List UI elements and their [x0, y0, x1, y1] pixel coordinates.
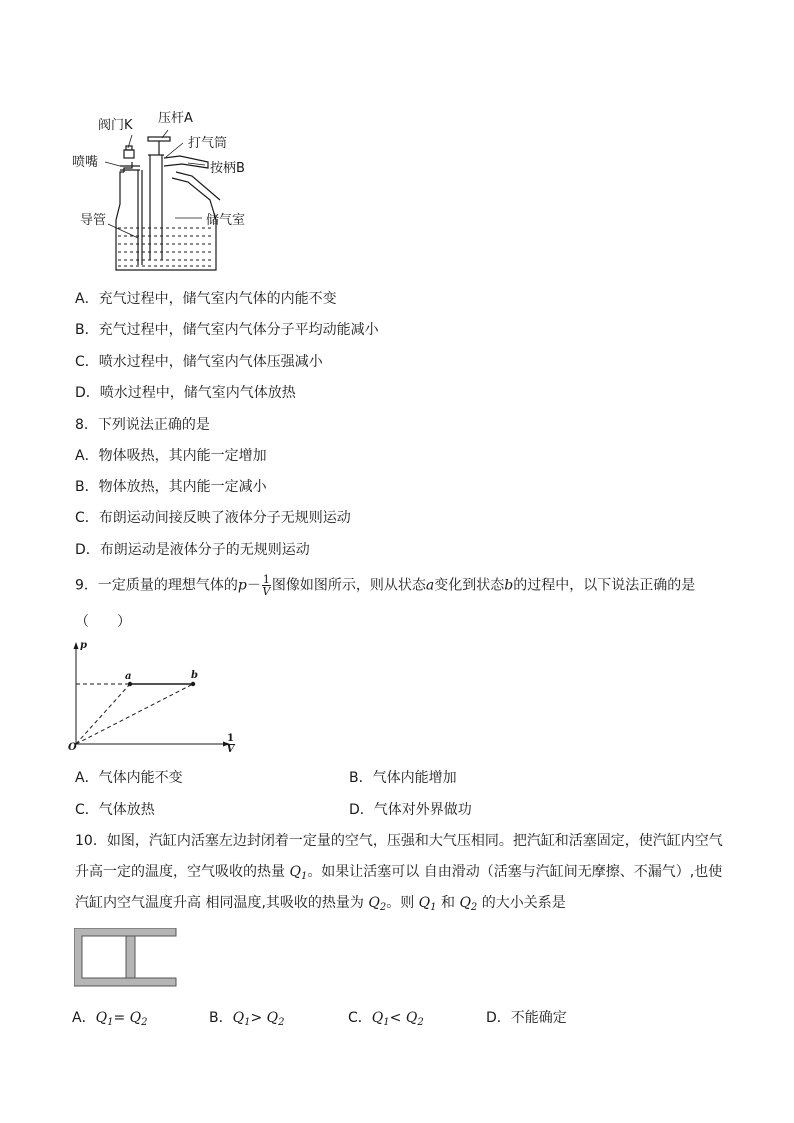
- q7-option-b: B．充气过程中，储气室内气体分子平均动能减小: [75, 322, 379, 338]
- point-a: [128, 682, 132, 686]
- label-press-rod: 压杆A: [158, 111, 193, 126]
- q10-cylinder-diagram: [74, 928, 178, 988]
- q9-label-b: b: [191, 670, 198, 681]
- label-nozzle: 喷嘴: [72, 155, 99, 170]
- label-handle: 按柄B: [210, 161, 245, 176]
- q9-option-d: D．气体对外界做功: [349, 802, 472, 818]
- label-tube: 导管: [80, 213, 107, 228]
- q10-option-c: C．$Q_1< Q_2$: [348, 1010, 424, 1028]
- label-pump: 打气筒: [188, 136, 228, 151]
- q10-option-d: D．不能确定: [486, 1010, 567, 1026]
- q9-label-a: a: [125, 671, 132, 682]
- q8-option-d: D．布朗运动是液体分子的无规则运动: [75, 542, 310, 558]
- q8-option-c: C．布朗运动间接反映了液体分子无规则运动: [75, 510, 351, 526]
- q7-option-a: A．充气过程中，储气室内气体的内能不变: [75, 291, 337, 307]
- q9-axis-invV: 1 V: [226, 733, 235, 755]
- q7-option-d: D．喷水过程中，储气室内气体放热: [75, 385, 296, 401]
- q9-origin: O: [68, 742, 77, 753]
- point-b: [191, 682, 195, 686]
- cylinder-wall: [74, 928, 176, 986]
- q9-option-b: B．气体内能增加: [349, 770, 457, 786]
- q10-option-b: B．$Q_1> Q_2$: [209, 1010, 285, 1028]
- piston: [126, 936, 135, 978]
- q9-axis-p: p: [80, 640, 87, 651]
- q8-stem: 8．下列说法正确的是: [75, 417, 210, 433]
- q10-stem-line1: 10．如图，汽缸内活塞左边封闭着一定量的空气，压强和大气压相同。把汽缸和活塞固定，使汽缸内空气: [75, 833, 723, 849]
- q10-option-a: A．$Q_1= Q_2$: [72, 1010, 148, 1028]
- label-chamber: 储气室: [206, 213, 246, 228]
- q9-option-a: A．气体内能不变: [75, 770, 183, 786]
- q10-stem-line2: 升高一定的温度，空气吸收的热量 $Q_1$。如果让活塞可以 自由滑动（活塞与汽缸间无摩擦、不漏气）,也使: [75, 864, 723, 882]
- q7-option-c: C．喷水过程中，储气室内气体压强减小: [75, 354, 323, 370]
- label-valve: 阀门K: [98, 118, 133, 133]
- q8-option-a: A．物体吸热，其内能一定增加: [75, 448, 267, 464]
- q8-option-b: B．物体放热，其内能一定减小: [75, 479, 267, 495]
- q9-stem: 9．一定质量的理想气体的p－ $\frac{1}{V}$ 图像如图所示，则从状态a变化到状态b的过程中，以下说法正确的是: [75, 573, 696, 598]
- q10-stem-line3: 汽缸内空气温度升高 相同温度,其吸收的热量为 $Q_2$。则 $Q_1$ 和 $Q_2$ 的大小关系是: [75, 895, 566, 913]
- q9-answer-paren: （ ）: [75, 614, 131, 630]
- q9-option-c: C．气体放热: [75, 802, 155, 818]
